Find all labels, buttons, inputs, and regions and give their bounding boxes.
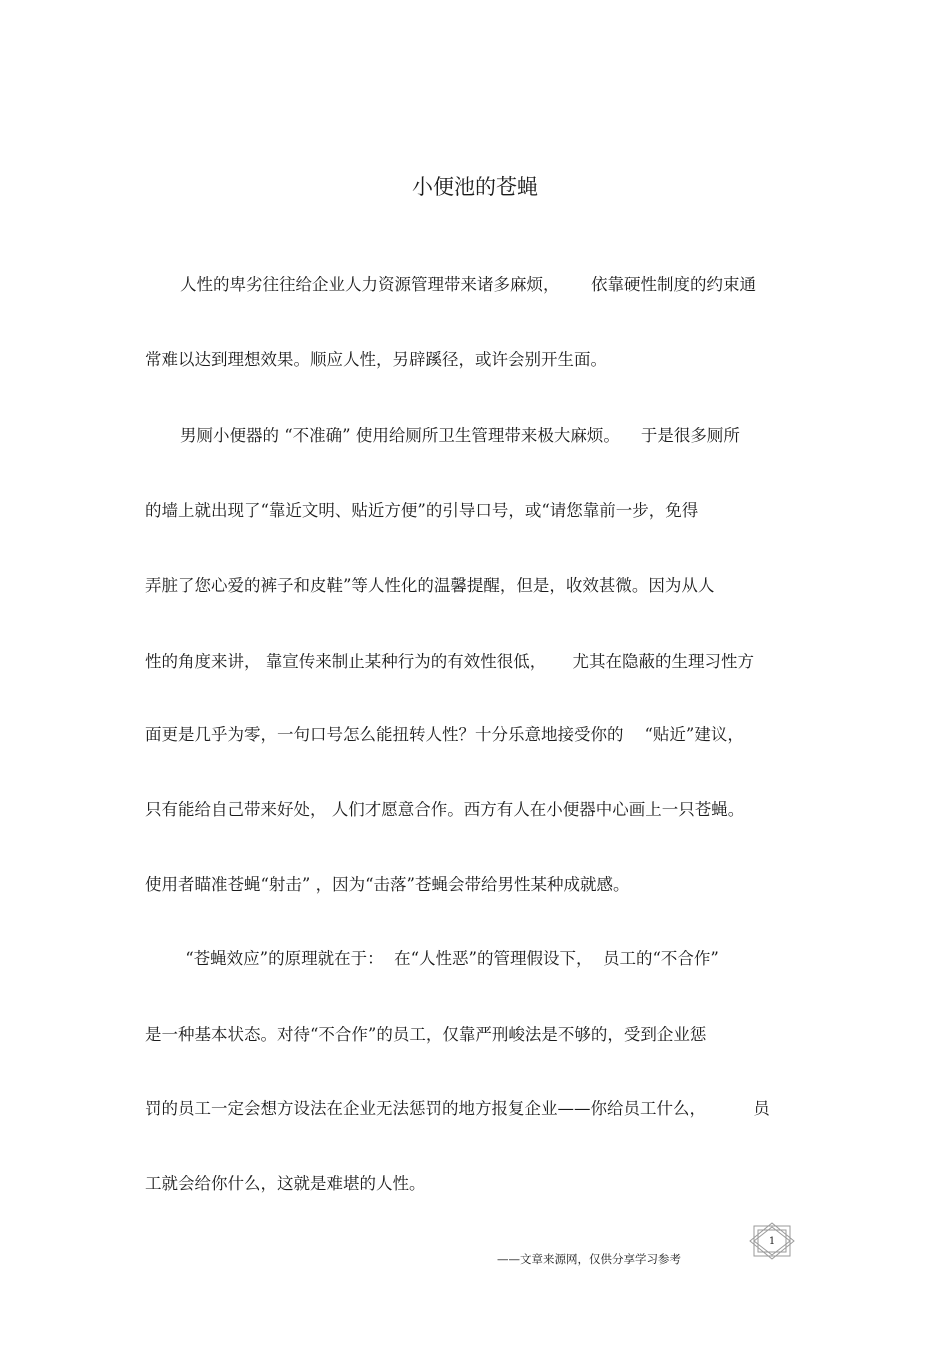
body-line: 弄脏了您心爱的裤子和皮鞋”等人性化的温馨提醒，但是，收效甚微。因为从人 xyxy=(145,576,715,595)
body-line: 性的角度来讲， 靠宣传来制止某种行为的有效性很低， 尤其在隐蔽的生理习性方 xyxy=(145,652,754,671)
body-line: 工就会给你什么，这就是难堪的人性。 xyxy=(145,1174,426,1193)
body-line: 常难以达到理想效果。顺应人性，另辟蹊径，或许会别开生面。 xyxy=(145,350,607,369)
body-line: “苍蝇效应”的原理就在于： 在“人性恶”的管理假设下， 员工的“不合作” xyxy=(180,949,719,968)
body-line: 男厕小便器的 “不准确” 使用给厕所卫生管理带来极大麻烦。 于是很多厕所 xyxy=(180,426,740,445)
body-line: 的墙上就出现了“靠近文明、贴近方便”的引导口号，或“请您靠前一步，免得 xyxy=(145,501,699,520)
document-title: 小便池的苍蝇 xyxy=(412,175,538,199)
body-line: 只有能给自己带来好处， 人们才愿意合作。西方有人在小便器中心画上一只苍蝇。 xyxy=(145,800,745,819)
body-line: 面更是几乎为零，一句口号怎么能扭转人性？十分乐意地接受你的 “贴近”建议， xyxy=(145,725,744,744)
page-number: 1 xyxy=(768,1236,776,1247)
body-line: 罚的员工一定会想方设法在企业无法惩罚的地方报复企业——你给员工什么， 员 xyxy=(145,1099,770,1118)
body-line: 是一种基本状态。对待“不合作”的员工，仅靠严刑峻法是不够的，受到企业惩 xyxy=(145,1025,707,1044)
body-line: 人性的卑劣往往给企业人力资源管理带来诸多麻烦， 依靠硬性制度的约束通 xyxy=(180,275,756,294)
footer-note: ——文章来源网，仅供分享学习参考 xyxy=(497,1252,681,1266)
body-line: 使用者瞄准苍蝇“射击” ，因为“击落”苍蝇会带给男性某种成就感。 xyxy=(145,875,630,894)
